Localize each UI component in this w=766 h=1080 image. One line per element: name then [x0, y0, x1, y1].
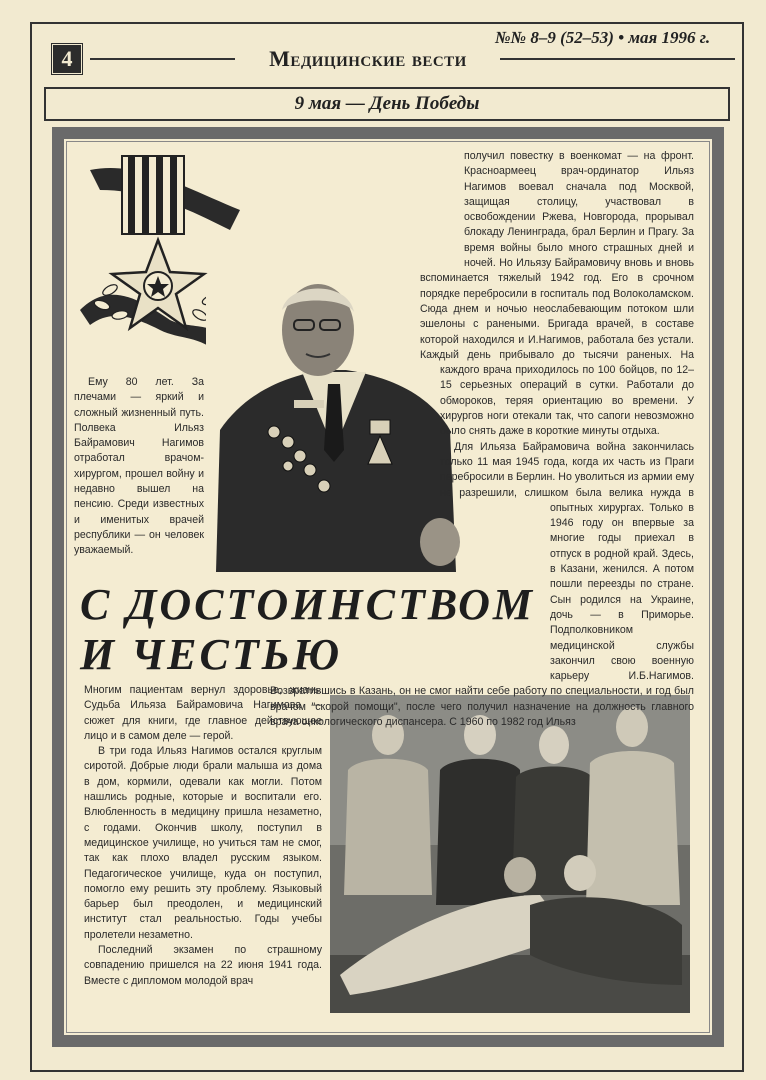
header-rule-left [90, 58, 235, 60]
article-intro [74, 375, 204, 559]
group-photo [330, 695, 690, 1013]
article-paragraph-top-1: получил повестку в военкомат — на фронт. Красноармеец врач-ординатор Ильяз Нагимов воевал сначала под Москвой, защищая столицу, участвовал в освобождении Ржева, Новгорода, прорывал блокаду Ленинграда, брал Берлин и Прагу. За время войны было много страшных дней и ночей. Но Ильязу Байрамовичу вновь и вновь вспоминается тяжелый 1942 год. Его в срочном порядке перебросили в госпиталь под Волоколамском. Сюда днем и ночью неослабевающим потоком шли эшелоны с ранеными. Бригада врачей, в составе которой находился и И.Нагимов, работала без устали. Каждый день прибывало до тысячи раненых. На каждого врача приходилось по 100 бойцов, по 12–15 серьезных операций в сутки. Работали до обмороков, теряя ориентацию во времени. У хирургов ноги отекали так, что сапоги невозможно было снять даже в короткие минуты отдыха. [420, 150, 694, 438]
article-paragraph-bottom-1: Многим пациентам вернул здоровье, жизнь. Судьба Ильяза Байрамовича Нагимова — сюжет для книги, где главное действующее лицо и в самом деле — герой. [84, 684, 322, 742]
headline-line-1: С ДОСТОИНСТВОМ [80, 580, 536, 629]
issue-info: №№ 8–9 (52–53) • мая 1996 г. [495, 28, 711, 47]
page-number: 4 [50, 42, 84, 76]
intro-paragraph: Ему 80 лет. За плечами — яркий и сложный жизненный путь. Полвека Ильяз Байрамович Нагимов отработал врачом-хирургом, прошел войну и недавно вышел на пенсию. Среди известных и именитых врачей республики — он человек уважаемый. [74, 376, 204, 557]
headline-line-2: И ЧЕСТЬЮ [80, 630, 343, 679]
header-rule-right [500, 58, 735, 60]
portrait-wrap-spacer-1 [270, 149, 464, 265]
portrait-wrap-spacer-2 [270, 265, 420, 375]
portrait-wrap-spacer-3 [270, 375, 440, 501]
headline [80, 582, 535, 678]
masthead: Медицинские вести [269, 46, 467, 71]
rubric-title: 9 мая — День Победы [294, 93, 480, 114]
article-paragraph-bottom-3: Последний экзамен по страшному совпадению пришелся на 22 июня 1941 года. Вместе с дипломом молодой врач [84, 944, 322, 987]
article-paragraph-bottom-2: В три года Ильяз Нагимов остался круглым сиротой. Добрые люди брали малыша из дома в дом, кормили, одевали как могли. Потом нашлись родные, которые и воспитали его. Влюбленность в медицину пришла незаметно, с годами. Окончив школу, поступил в медицинское училище, но учиться там не смог, так как плохо владел русским языком. Педагогическое училище, куда он поступил, помогло ему решить эту проблему. Языковый барьер был преодолен, и медицинский институт стал реальностью. Годы учебы пролетели незаметно. [84, 745, 322, 941]
article-paragraph-top-2: Для Ильяза Байрамовича война закончилась только 11 мая 1945 года, когда их часть из Праги перебросили в Берлин. Но уволиться из армии ему не разрешили, слишком была велика нужда в опытных хирургах. Только в 1946 году он впервые за многие годы приехал в отпуск в родной край. Здесь, в Казани, женился. А потом пошли переезды по стране. Сын родился на Украине, дочь — в Приморье. Подполковником медицинской службы закончил свою военную карьеру И.Б.Нагимов. Возвратившись в Казань, он не смог найти себе работу по специальности, и год был врачом "скорой помощи", после чего получил назначение на должность главного врача онкологического диспансера. С 1960 по 1982 год Ильяз [270, 440, 694, 728]
rubric-box [44, 87, 730, 121]
article-column-bottom [84, 683, 322, 989]
